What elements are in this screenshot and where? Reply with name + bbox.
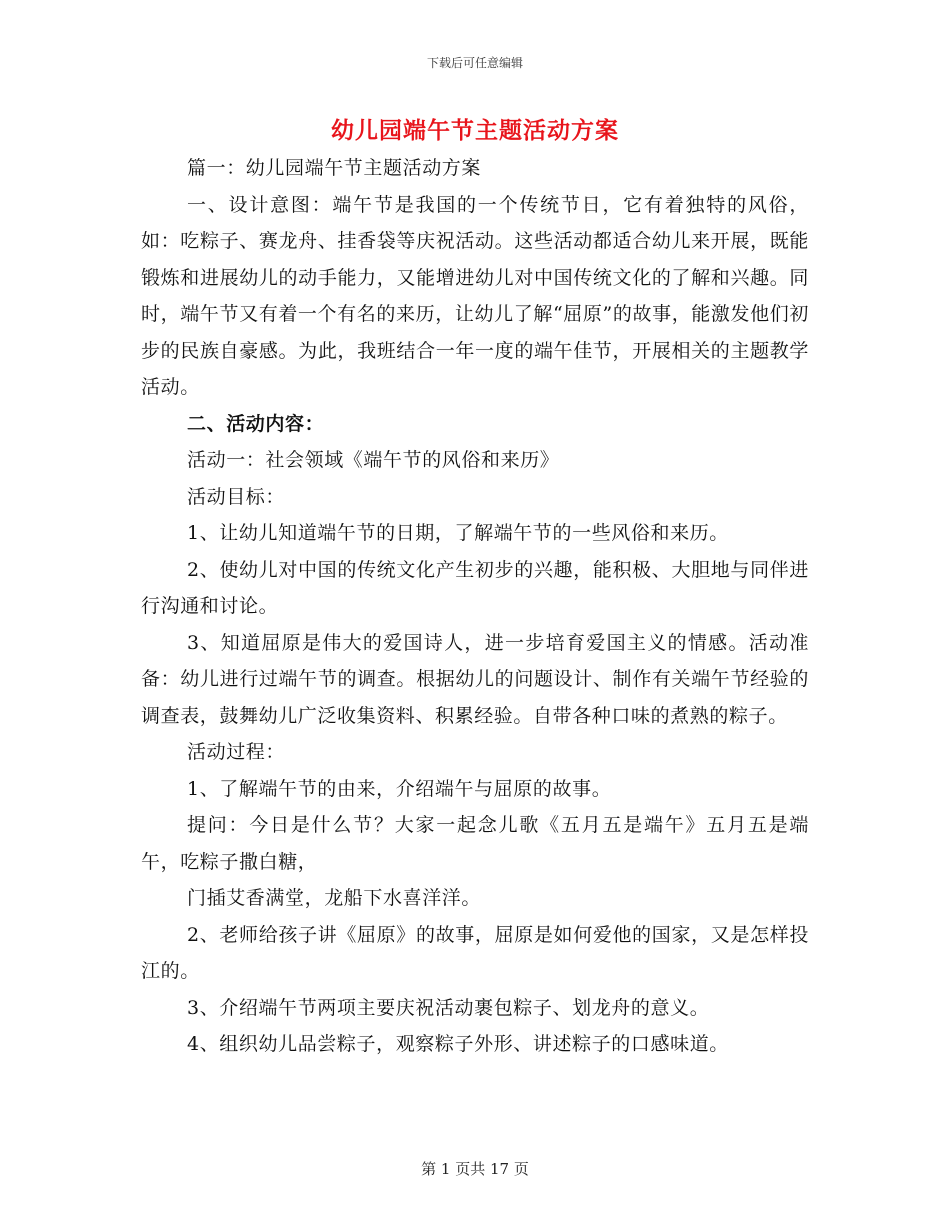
document-body [141, 150, 809, 1063]
list-item: 2、使幼儿对中国的传统文化产生初步的兴趣，能积极、大胆地与同伴进行沟通和讨论。 [141, 558, 809, 617]
document-title: 幼儿园端午节主题活动方案 [331, 117, 619, 144]
paragraph: 活动过程： [187, 741, 286, 763]
page-footer: 第 1 页共 17 页 [421, 1160, 529, 1178]
list-item: 1、了解端午节的由来，介绍端午与屈原的故事。 [187, 777, 612, 800]
paragraph: 一、设计意图：端午节是我国的一个传统节日，它有着独特的风俗，如：吃粽子、赛龙舟、挂香袋等庆祝活动。这些活动都适合幼儿来开展，既能锻炼和进展幼儿的动手能力，又能增进幼儿对中国传统文化的了解和兴趣。同时，端午节又有着一个有名的来历，让幼儿了解“屈原”的故事，能激发他们初步的民族自豪感。为此，我班结合一年一度的端午佳节，开展相关的主题教学活动。 [141, 193, 809, 398]
list-item: 3、知道屈原是伟大的爱国诗人，进一步培育爱国主义的情感。活动准备：幼儿进行过端午节的调查。根据幼儿的问题设计、制作有关端午节经验的调查表，鼓舞幼儿广泛收集资料、积累经验。自带各种口味的煮熟的粽子。 [141, 631, 809, 727]
list-item: 1、让幼儿知道端午节的日期，了解端午节的一些风俗和来历。 [187, 522, 729, 544]
paragraph: 活动一：社会领域《端午节的风俗和来历》 [187, 449, 560, 471]
header-note: 下载后可任意编辑 [426, 56, 523, 70]
list-item: 2、老师给孩子讲《屈原》的故事，屈原是如何爱他的国家，又是怎样投江的。 [141, 923, 809, 982]
paragraph: 活动目标： [187, 485, 286, 508]
list-item: 4、组织幼儿品尝粽子，观察粽子外形、讲述粽子的口感味道。 [187, 1033, 729, 1055]
list-item: 3、介绍端午节两项主要庆祝活动裹包粽子、划龙舟的意义。 [187, 996, 710, 1019]
paragraph: 篇一：幼儿园端午节主题活动方案 [187, 157, 482, 179]
paragraph: 提问：今日是什么节？大家一起念儿歌《五月五是端午》五月五是端午，吃粽子撒白糖， [141, 814, 809, 873]
paragraph: 门插艾香满堂，龙船下水喜洋洋。 [187, 887, 482, 909]
section-heading: 二、活动内容： [187, 412, 325, 435]
